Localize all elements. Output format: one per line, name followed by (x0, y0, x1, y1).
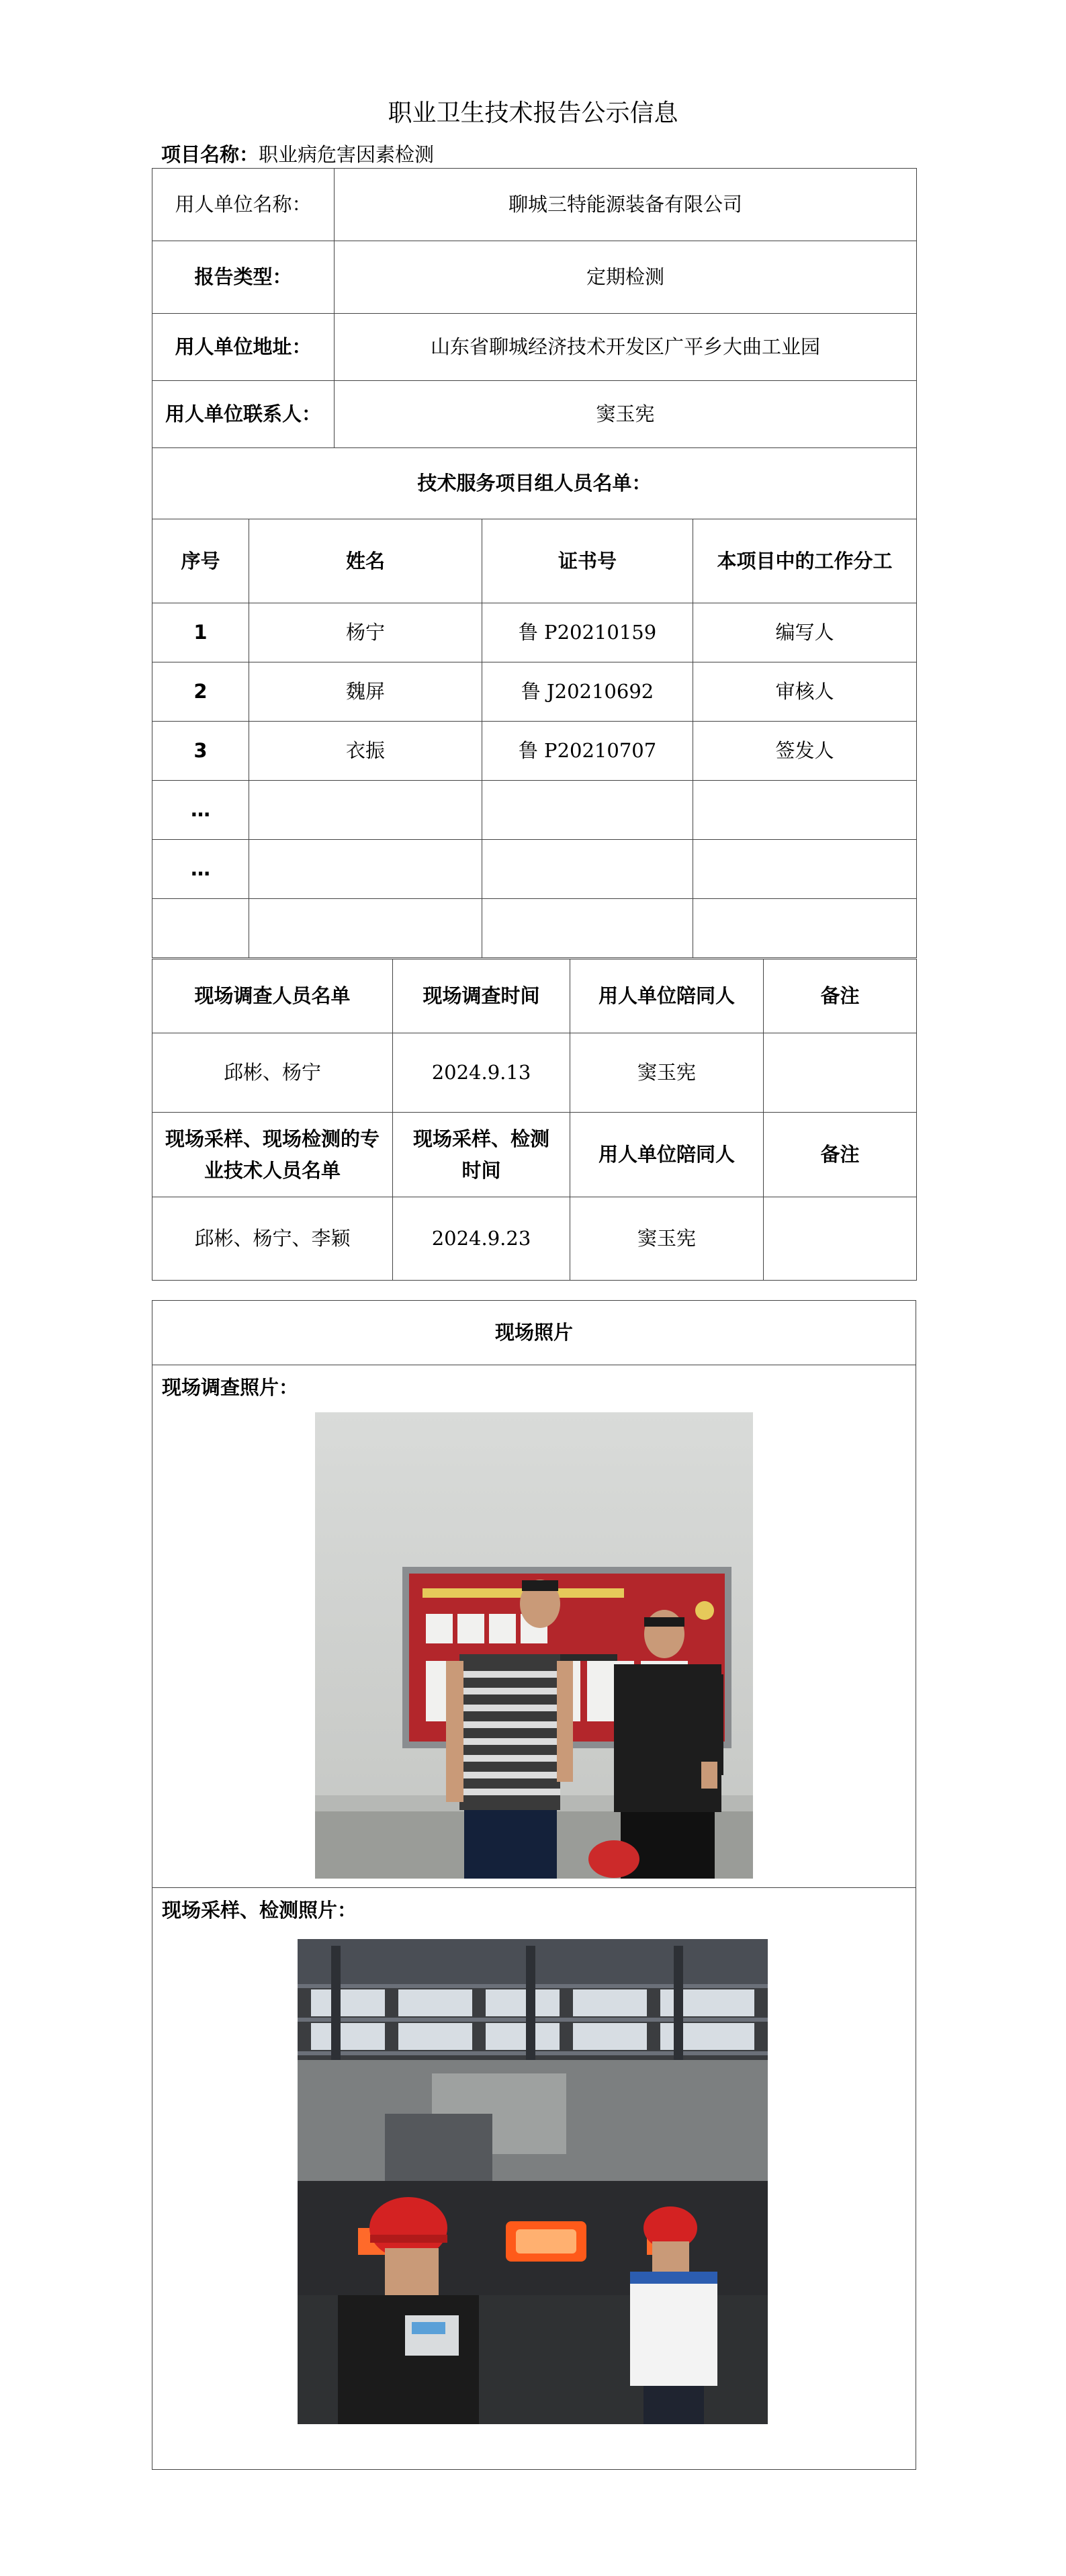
table-row (152, 603, 917, 662)
table-cell (693, 899, 917, 958)
survey-header-cell: 用人单位陪同人 (570, 959, 764, 1033)
table-cell (764, 1033, 917, 1113)
survey-header-cell: 备注 (764, 1113, 917, 1197)
project-label: 项目名称： (161, 143, 259, 166)
table-cell (693, 781, 917, 840)
table-row (152, 722, 917, 781)
survey-header-cell: 现场采样、现场检测的专业技术人员名单 (152, 1113, 393, 1197)
team-heading: 技术服务项目组人员名单： (152, 448, 917, 519)
table-cell: 邱彬、杨宁 (152, 1033, 393, 1113)
survey-header-cell: 现场采样、检测时间 (393, 1113, 570, 1197)
table-cell: 2024.9.23 (393, 1197, 570, 1281)
table-cell: 签发人 (693, 722, 917, 781)
table-row (152, 781, 917, 840)
survey-photo-label: 现场调查照片： (162, 1376, 299, 1399)
survey-photo (315, 1412, 753, 1879)
table-cell: … (152, 781, 249, 840)
table-row (152, 662, 917, 722)
survey-table (152, 959, 917, 1281)
project-line (161, 140, 434, 167)
photos-table (152, 1300, 916, 2470)
employer-value: 聊城三特能源装备有限公司 (335, 169, 917, 241)
info-table (152, 168, 917, 958)
table-cell: … (152, 840, 249, 899)
table-cell (482, 899, 693, 958)
table-cell: 2024.9.13 (393, 1033, 570, 1113)
table-cell (249, 840, 482, 899)
team-header-cell: 证书号 (482, 519, 693, 603)
table-cell (482, 840, 693, 899)
address-label: 用人单位地址： (152, 314, 335, 381)
sampling-photo (298, 1939, 768, 2424)
table-cell: 2 (152, 662, 249, 722)
table-cell (482, 781, 693, 840)
table-cell: 窦玉宪 (570, 1197, 764, 1281)
contact-value: 窦玉宪 (335, 381, 917, 448)
report-type-label: 报告类型： (152, 241, 335, 314)
table-cell (249, 899, 482, 958)
team-header-cell: 姓名 (249, 519, 482, 603)
table-cell: 邱彬、杨宁、李颖 (152, 1197, 393, 1281)
table-cell (693, 840, 917, 899)
table-row (152, 1033, 917, 1113)
table-cell (152, 899, 249, 958)
contact-label: 用人单位联系人： (152, 381, 335, 448)
address-value: 山东省聊城经济技术开发区广平乡大曲工业园 (335, 314, 917, 381)
table-cell: 1 (152, 603, 249, 662)
sampling-photo-cell (152, 1888, 916, 2470)
table-cell (764, 1197, 917, 1281)
table-cell: 3 (152, 722, 249, 781)
report-type-value: 定期检测 (335, 241, 917, 314)
survey-header-cell: 现场调查时间 (393, 959, 570, 1033)
team-header-cell: 序号 (152, 519, 249, 603)
table-cell: 杨宁 (249, 603, 482, 662)
table-row (152, 840, 917, 899)
sampling-photo-label: 现场采样、检测照片： (162, 1899, 357, 1922)
table-cell: 魏屏 (249, 662, 482, 722)
table-cell (249, 781, 482, 840)
survey-header-cell: 备注 (764, 959, 917, 1033)
survey-header-cell: 现场调查人员名单 (152, 959, 393, 1033)
table-row (152, 899, 917, 958)
project-value: 职业病危害因素检测 (259, 143, 435, 166)
table-cell: 审核人 (693, 662, 917, 722)
table-cell: 编写人 (693, 603, 917, 662)
table-cell: 衣振 (249, 722, 482, 781)
page-title: 职业卫生技术报告公示信息 (388, 99, 678, 127)
survey-photo-cell (152, 1365, 916, 1888)
photos-heading: 现场照片 (152, 1301, 916, 1365)
team-header-cell: 本项目中的工作分工 (693, 519, 917, 603)
table-row (152, 1197, 917, 1281)
table-cell: 窦玉宪 (570, 1033, 764, 1113)
employer-label: 用人单位名称： (152, 169, 335, 241)
table-cell: 鲁 P20210707 (482, 722, 693, 781)
survey-header-cell: 用人单位陪同人 (570, 1113, 764, 1197)
table-cell: 鲁 J20210692 (482, 662, 693, 722)
table-cell: 鲁 P20210159 (482, 603, 693, 662)
